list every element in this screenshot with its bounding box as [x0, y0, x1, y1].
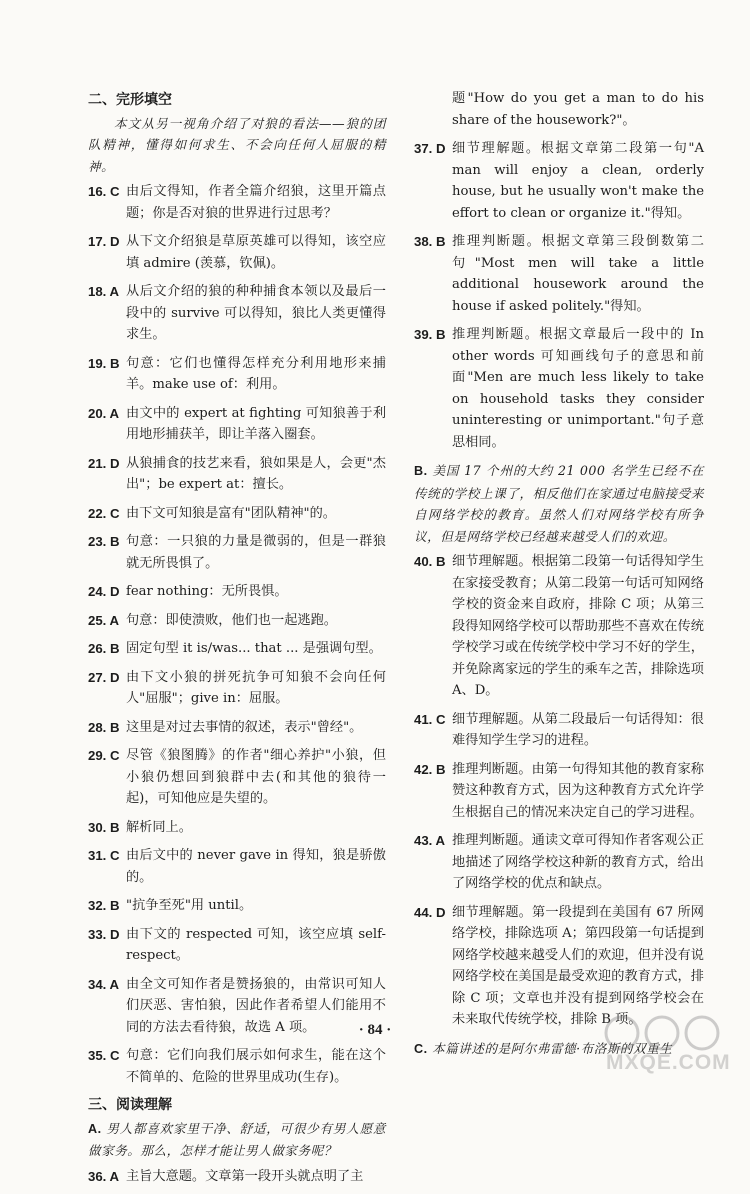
answer-item	[88, 1045, 386, 1088]
passage-b-label: B.	[414, 464, 428, 478]
answer-number: 35. C	[88, 1048, 120, 1063]
passage-c-label: C.	[414, 1041, 428, 1056]
answer-item	[414, 551, 704, 702]
passage-a-summary	[88, 1118, 386, 1162]
watermark-text: MXQE.COM	[606, 1051, 731, 1074]
answer-explanation: 句意：它们也懂得怎样充分利用地形来捕羊。make use of：利用。	[126, 355, 386, 392]
answer-explanation: 这里是对过去事情的叙述，表示"曾经"。	[126, 719, 363, 735]
answer-explanation: 细节理解题。根据第二段第一句话得知学生在家接受教育；从第二段第一句话可知网络学校的资金来自政府，排除 C 项；从第三段得知网络学校可以帮助那些不喜欢在传统学校学习或在传统学校中学习不好的学生，并免除离家远的学生的乘车之苦，排除选项 A、D。	[452, 554, 704, 698]
answer-number: 16. C	[88, 184, 120, 199]
passage-b-text: 美国 17 个州的大约 21 000 名学生已经不在传统的学校上课了，相反他们在家通过电脑接受来自网络学校的教育。虽然人们对网络学校有所争议，但是网络学校已经越来越受人们的欢迎。	[414, 463, 704, 544]
answer-number: 22. C	[88, 505, 120, 521]
answer-explanation: 固定句型 it is/was... that ... 是强调句型。	[126, 641, 382, 656]
passage-b-summary	[414, 460, 704, 547]
passage-c-text: 本篇讲述的是阿尔弗雷德·布洛斯的双重生	[432, 1040, 673, 1056]
answer-item	[414, 324, 704, 453]
answer-explanation: 从狼捕食的技艺来看，狼如果是人，会更"杰出"；be expert at：擅长。	[126, 455, 386, 492]
answer-item	[88, 531, 386, 574]
answer-explanation: 推理判断题。根据文章第三段倒数第二句"Most men will take a little additional housework around the house if asked politely."得知。	[452, 234, 704, 314]
answer-item	[88, 895, 386, 917]
answer-item	[414, 231, 704, 317]
answer-number: 25. A	[88, 612, 120, 628]
answer-number: 32. B	[88, 898, 120, 913]
answer-explanation: 解析同上。	[126, 819, 192, 835]
answer-explanation: 细节理解题。第一段提到在美国有 67 所网络学校，排除选项 A；第四段第一句话提到网络学校越来越受人们的欢迎，但并没有说网络学校在美国是最受欢迎的教育方式，排除 C 项；文章也并没有提到网络学校会在未来取代传统学校，排除 B 项。	[452, 904, 704, 1027]
section-heading-reading: 三、阅读理解	[88, 1097, 172, 1113]
answer-number: 42. B	[414, 761, 446, 777]
answer-explanation: 句意：即使溃败，他们也一起逃跑。	[126, 612, 337, 628]
answer-number: 17. D	[88, 234, 120, 249]
answer-explanation: 由全文可知作者是赞扬狼的，由常识可知人们厌恶、害怕狼，因此作者希望人们能用不同的方法去看待狼，故选 A 项。	[126, 976, 386, 1035]
answer-explanation: 句意：一只狼的力量是微弱的，但是一群狼就无所畏惧了。	[126, 534, 386, 571]
answer-item	[88, 610, 386, 632]
page-number: · 84 ·	[358, 1022, 392, 1038]
answer-number: 27. D	[88, 669, 120, 685]
answer-number: 37. D	[414, 141, 446, 156]
answer-number: 39. B	[414, 327, 446, 342]
answer-item	[88, 717, 386, 739]
watermark-logo	[592, 1013, 742, 1075]
answer-number: 36. A	[88, 1168, 120, 1184]
answer-item	[88, 281, 386, 346]
answer-number: 28. B	[88, 719, 120, 735]
answer-number: 33. D	[88, 926, 120, 942]
answer-number: 23. B	[88, 534, 120, 549]
answer-list-cloze	[88, 181, 386, 1088]
answer-explanation: 由下文可知狼是富有"团队精神"的。	[126, 505, 336, 521]
answer-item	[414, 138, 704, 224]
answer-explanation: 推理判断题。通读文章可得知作者客观公正地描述了网络学校这种新的教育方式，给出了网络学校的优点和缺点。	[452, 833, 704, 891]
answer-explanation: 由后文得知，作者全篇介绍狼，这里开篇点题；你是否对狼的世界进行过思考？	[126, 184, 386, 221]
answer-list-reading-b	[414, 551, 704, 1031]
passage-a-text: 男人都喜欢家里干净、舒适，可很少有男人愿意做家务。那么，怎样才能让男人做家务呢？	[88, 1120, 386, 1158]
answer-explanation: 主旨大意题。文章第一段开头就点明了主	[126, 1168, 364, 1184]
answer-number: 40. B	[414, 554, 446, 569]
answer-explanation: 由后文中的 never gave in 得知，狼是骄傲的。	[126, 848, 386, 885]
answer-number: 38. B	[414, 234, 446, 249]
answer-item	[88, 924, 386, 967]
answer-explanation: 句意：它们向我们展示如何求生，能在这个不简单的、危险的世界里成功(生存)。	[126, 1048, 386, 1085]
answer-number: 31. C	[88, 848, 120, 863]
answer-36-continued: 题"How do you get a man to do his share of the housework?"。	[452, 91, 704, 128]
answer-number: 34. A	[88, 976, 120, 992]
answer-explanation: "抗争至死"用 until。	[126, 898, 253, 913]
answer-item	[88, 638, 386, 660]
section-heading-cloze: 二、完形填空	[88, 92, 172, 108]
answer-item	[88, 403, 386, 446]
watermark-icon	[592, 1013, 742, 1053]
answer-explanation: 由文中的 expert at fighting 可知狼善于利用地形捕获羊，即让羊落入圈套。	[126, 405, 386, 442]
answer-explanation: 从下文介绍狼是草原英雄可以得知，该空应填 admire (羡慕，钦佩)。	[126, 234, 386, 271]
answer-number: 26. B	[88, 641, 120, 656]
answer-item	[414, 830, 704, 895]
answer-explanation: 由下文的 respected 可知，该空应填 self-respect。	[126, 926, 386, 963]
answer-list-reading-a	[88, 1166, 386, 1188]
answer-number: 19. B	[88, 355, 120, 371]
answer-explanation: fear nothing：无所畏惧。	[126, 584, 288, 599]
answer-item	[88, 181, 386, 224]
answer-item	[414, 902, 704, 1031]
answer-number: 43. A	[414, 833, 446, 848]
answer-number: 29. C	[88, 748, 120, 763]
answer-item	[414, 709, 704, 752]
right-column	[414, 88, 704, 1064]
answer-item	[88, 817, 386, 839]
answer-explanation: 尽管《狼图腾》的作者"细心养护"小狼，但小狼仍想回到狼群中去(和其他的狼待一起)，可知他应是失望的。	[126, 748, 386, 806]
answer-item	[88, 503, 386, 525]
answer-item	[414, 759, 704, 824]
answer-explanation: 推理判断题。根据文章最后一段中的 In other words 可知画线句子的意思和前面"Men are much less likely to take on household tasks they consider uninteresting or unimportant."句子意思相同。	[452, 327, 704, 450]
answer-item	[88, 581, 386, 603]
answer-list-reading-a-cont	[414, 138, 704, 453]
answer-number: 21. D	[88, 455, 120, 471]
passage-a-label: A.	[88, 1121, 102, 1136]
answer-number: 24. D	[88, 584, 120, 599]
answer-number: 44. D	[414, 904, 446, 920]
answer-explanation: 细节理解题。根据文章第二段第一句"A man will enjoy a clean, orderly house, but he usually won't make the effort to clean or organize it."得知。	[452, 141, 704, 221]
answer-item	[88, 353, 386, 396]
answer-explanation: 细节理解题。从第二段最后一句话得知：很难得知学生学习的进程。	[452, 711, 704, 748]
answer-item	[88, 453, 386, 496]
answer-item	[88, 1166, 386, 1188]
answer-item	[88, 667, 386, 710]
answer-explanation: 由下文小狼的拼死抗争可知狼不会向任何人"屈服"；give in：屈服。	[126, 669, 386, 706]
answer-item	[88, 231, 386, 274]
answer-number: 20. A	[88, 405, 120, 421]
answer-number: 18. A	[88, 284, 120, 299]
answer-number: 30. B	[88, 819, 120, 835]
answer-explanation: 推理判断题。由第一句得知其他的教育家称赞这种教育方式，因为这种教育方式允许学生根据自己的情况来决定自己的学习进程。	[452, 761, 704, 820]
answer-item	[88, 845, 386, 888]
answer-item	[88, 745, 386, 810]
cloze-intro: 本文从另一视角介绍了对狼的看法——狼的团队精神，懂得如何求生、不会向任何人屈服的精神。	[88, 115, 386, 174]
answer-number: 41. C	[414, 711, 446, 727]
answer-explanation: 从后文介绍的狼的种种捕食本领以及最后一段中的 survive 可以得知，狼比人类更懂得求生。	[126, 284, 386, 342]
